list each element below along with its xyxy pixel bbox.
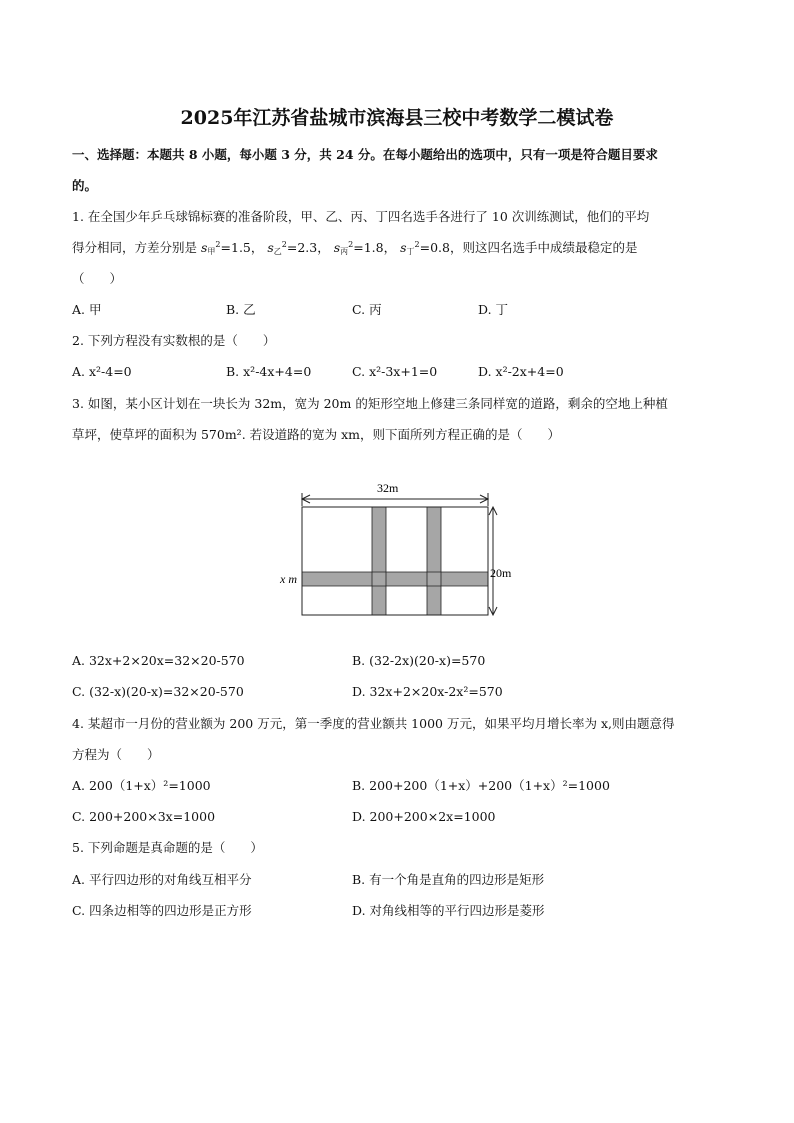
q2-option-a: A. x²-4=0 xyxy=(72,364,132,379)
q5-option-d: D. 对角线相等的平行四边形是菱形 xyxy=(352,903,545,918)
q4-option-a: A. 200（1+x）²=1000 xyxy=(72,778,211,793)
q4-option-d: D. 200+200×2x=1000 xyxy=(352,809,496,824)
q1-option-b: B. 乙 xyxy=(226,302,256,317)
q2-stem: 2. 下列方程没有实数根的是（ ） xyxy=(72,333,276,348)
horizontal-road xyxy=(302,572,488,586)
q3-option-c: C. (32-x)(20-x)=32×20-570 xyxy=(72,684,244,699)
section-heading-line1: 一、选择题：本题共 8 小题，每小题 3 分，共 24 分。在每小题给出的选项中，只有一项是符合题目要求 xyxy=(72,147,658,162)
q1-stem-line1: 1. 在全国少年乒乓球锦标赛的准备阶段，甲、乙、丙、丁四名选手各进行了 10 次训练测试，他们的平均 xyxy=(72,209,650,224)
section-heading-line2: 的。 xyxy=(72,178,98,193)
q4-option-b: B. 200+200（1+x）+200（1+x）²=1000 xyxy=(352,778,610,793)
q1-option-c: C. 丙 xyxy=(352,302,382,317)
q4-stem-line2: 方程为（ ） xyxy=(72,747,160,762)
q4-stem-line1: 4. 某超市一月份的营业额为 200 万元，第一季度的营业额共 1000 万元，如果平均月增长率为 x,则由题意得 xyxy=(72,716,675,731)
q2-option-c: C. x²-3x+1=0 xyxy=(352,364,438,379)
exam-title: 2025年江苏省盐城市滨海县三校中考数学二模试卷 xyxy=(180,107,614,129)
road-width-label: x m xyxy=(280,572,297,586)
q3-option-d: D. 32x+2×20x-2x²=570 xyxy=(352,684,503,699)
q1-stem-line2: 得分相同，方差分别是 $s_甲^2=1.5$， $s_乙^2=2.3$， $s_丙^2=1.8$， $s_丁^2=0.8$，则这四名选手中成绩最稳定的是 xyxy=(72,240,638,256)
q3-stem-line1: 3. 如图，某小区计划在一块长为 32m，宽为 20m 的矩形空地上修建三条同样宽的道路，剩余的空地上种植 xyxy=(72,396,668,411)
road-diagram xyxy=(270,476,530,626)
q5-option-a: A. 平行四边形的对角线互相平分 xyxy=(72,872,252,887)
q2-option-d: D. x²-2x+4=0 xyxy=(478,364,564,379)
q1-answer-blank: （ ） xyxy=(72,271,123,286)
vertical-road-2 xyxy=(427,507,441,615)
rect-field xyxy=(302,507,488,615)
q1-option-a: A. 甲 xyxy=(72,302,102,317)
q1-option-d: D. 丁 xyxy=(478,302,509,317)
q4-option-c: C. 200+200×3x=1000 xyxy=(72,809,216,824)
q5-stem: 5. 下列命题是真命题的是（ ） xyxy=(72,840,263,855)
right-dimension-label: 20m xyxy=(490,566,512,580)
q3-stem-line2: 草坪，使草坪的面积为 570m². 若设道路的宽为 xm，则下面所列方程正确的是（ ） xyxy=(72,427,561,442)
q5-option-b: B. 有一个角是直角的四边形是矩形 xyxy=(352,872,545,887)
top-dimension-label: 32m xyxy=(377,481,399,495)
vertical-road-1 xyxy=(372,507,386,615)
q5-option-c: C. 四条边相等的四边形是正方形 xyxy=(72,903,252,918)
q3-option-b: B. (32-2x)(20-x)=570 xyxy=(352,653,486,668)
q3-option-a: A. 32x+2×20x=32×20-570 xyxy=(72,653,245,668)
q2-option-b: B. x²-4x+4=0 xyxy=(226,364,312,379)
